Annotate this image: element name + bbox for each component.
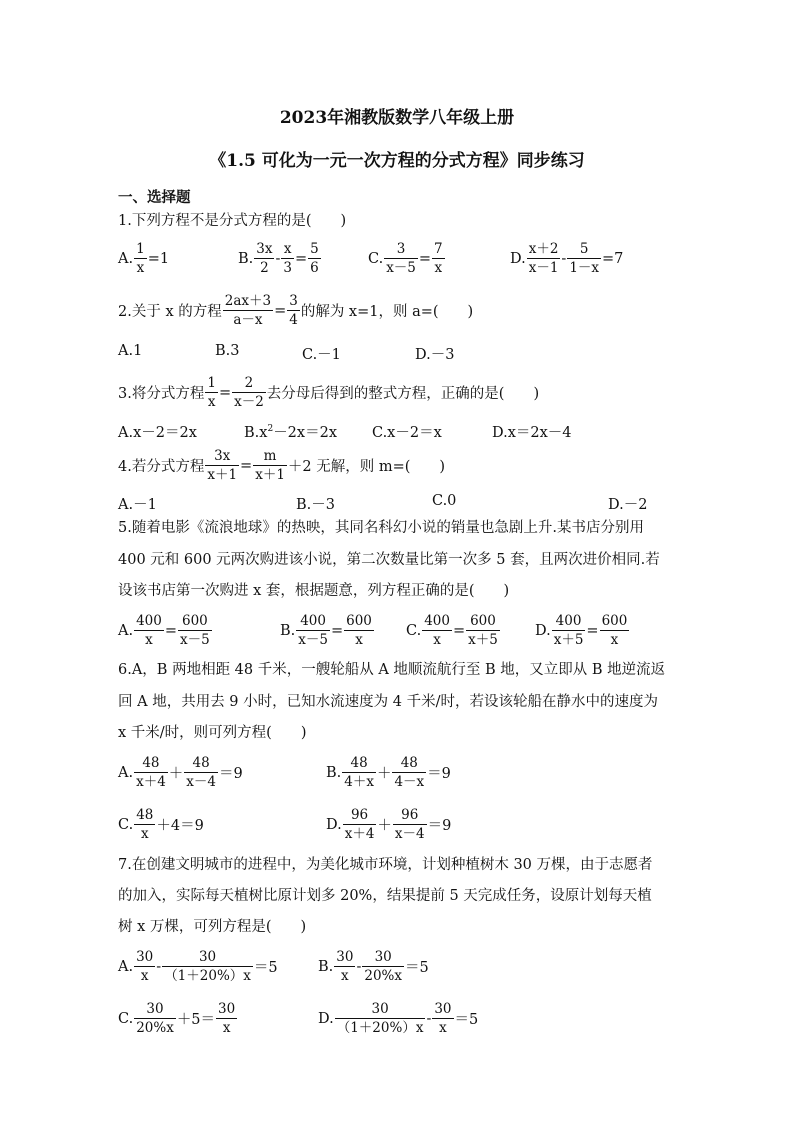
question-7-line-2: 的加入，实际每天植树比原计划多 20%，结果提前 5 天完成任务，设原计划每天植 [118,888,652,904]
q6-option-c: C. $\frac{48}{x}$ ＋4＝9 [118,807,204,842]
q3-option-a: A.x－2＝2x [118,425,197,441]
q4-option-c: C.0 [432,493,457,509]
question-5-line-1: 5.随着电影《流浪地球》的热映，其同名科幻小说的销量也急剧上升.某书店分别用 [118,520,644,536]
question-5-line-3: 设该书店第一次购进 x 套，根据题意，列方程正确的是( ) [118,583,510,599]
q4-option-a: A.－1 [118,497,157,513]
question-1-stem: 1.下列方程不是分式方程的是( ) [118,213,347,229]
q2-option-c: C.－1 [302,347,341,363]
q1-option-d: D. $\frac{x+2}{x-1}$ - $\frac{5}{1-x}$ =7 [510,241,624,276]
question-6-line-3: x 千米/时，则可列方程( ) [118,725,307,741]
question-7-line-3: 树 x 万棵，可列方程是( ) [118,919,307,935]
question-7-line-1: 7.在创建文明城市的进程中，为美化城市环境，计划种植树木 30 万棵，由于志愿者 [118,857,653,873]
q7-option-b: B. $\frac{30}{x}$ - $\frac{30}{20\%x}$ ＝5 [318,949,429,984]
document-subtitle: 《1.5 可化为一元一次方程的分式方程》同步练习 [209,151,585,171]
q6-option-d: D. $\frac{96}{x+4}$ ＋ $\frac{96}{x-4}$ ＝9 [326,807,452,842]
q6-option-a: A. $\frac{48}{x+4}$ ＋ $\frac{48}{x-4}$ ＝9 [118,755,243,790]
question-6-line-1: 6.A，B 两地相距 48 千米，一艘轮船从 A 地顺流航行至 B 地，又立即从 B 地逆流返 [118,662,666,678]
q3-option-b: $B.x^2-2x=2x$ [244,424,337,441]
q5-option-b: B. $\frac{400}{x-5}$ = $\frac{600}{x}$ [280,613,372,648]
q1-option-c: C. $\frac{3}{x-5}$ = $\frac{7}{x}$ [368,241,443,276]
question-4-stem: 4.若分式方程 $\frac{3x}{x+1}$ = $\frac{m}{x+1}$ ＋2 无解，则 m=( ) [118,448,446,483]
question-5-line-2: 400 元和 600 元两次购进该小说，第二次数量比第一次多 5 套，且两次进价相同.若 [118,552,660,568]
q3-option-d: D.x＝2x－4 [492,425,572,441]
q4-option-d: D.－2 [608,497,648,513]
q7-option-c: C. $\frac{30}{20\%x}$ ＋5＝ $\frac{30}{x}$ [118,1001,236,1036]
question-6-line-2: 回 A 地，共用去 9 小时，已知水流速度为 4 千米/时，若设该轮船在静水中的速度为 [118,694,658,710]
q2-option-d: D.－3 [415,347,455,363]
q6-option-b: B. $\frac{48}{4+x}$ ＋ $\frac{48}{4-x}$ ＝9 [326,755,451,790]
q1-option-b: B. $\frac{3x}{2}$ - $\frac{x}{3}$ = $\frac{5}{6}$ [238,241,319,276]
section-heading: 一、选择题 [118,189,191,206]
question-3-stem: 3.将分式方程 $\frac{1}{x}$ = $\frac{2}{x-2}$ 去分母后得到的整式方程，正确的是( ) [118,375,540,410]
question-2-stem: 2.关于 x 的方程 $\frac{2ax+3}{a-x}$ = $\frac{3}{4}$ 的解为 x=1，则 a=( ) [118,293,474,328]
q4-option-b: B.－3 [296,497,335,513]
q5-option-c: C. $\frac{400}{x}$ = $\frac{600}{x+5}$ [406,613,498,648]
q2-option-a: A.1 [118,343,143,359]
q1-option-a: A. $\frac{1}{x}$ =1 [118,241,170,276]
document-title: 2023年湘教版数学八年级上册 [279,108,515,128]
q2-option-b: B.3 [215,343,240,359]
q3-option-c: C.x－2＝x [372,425,442,441]
q7-option-d: D. $\frac{30}{(1+20\%)x}$ - $\frac{30}{x}$ ＝5 [318,1001,479,1036]
q7-option-a: A. $\frac{30}{x}$ - $\frac{30}{(1+20\%)x}$ ＝5 [118,949,278,984]
q5-option-a: A. $\frac{400}{x}$ = $\frac{600}{x-5}$ [118,613,210,648]
q5-option-d: D. $\frac{400}{x+5}$ = $\frac{600}{x}$ [535,613,628,648]
